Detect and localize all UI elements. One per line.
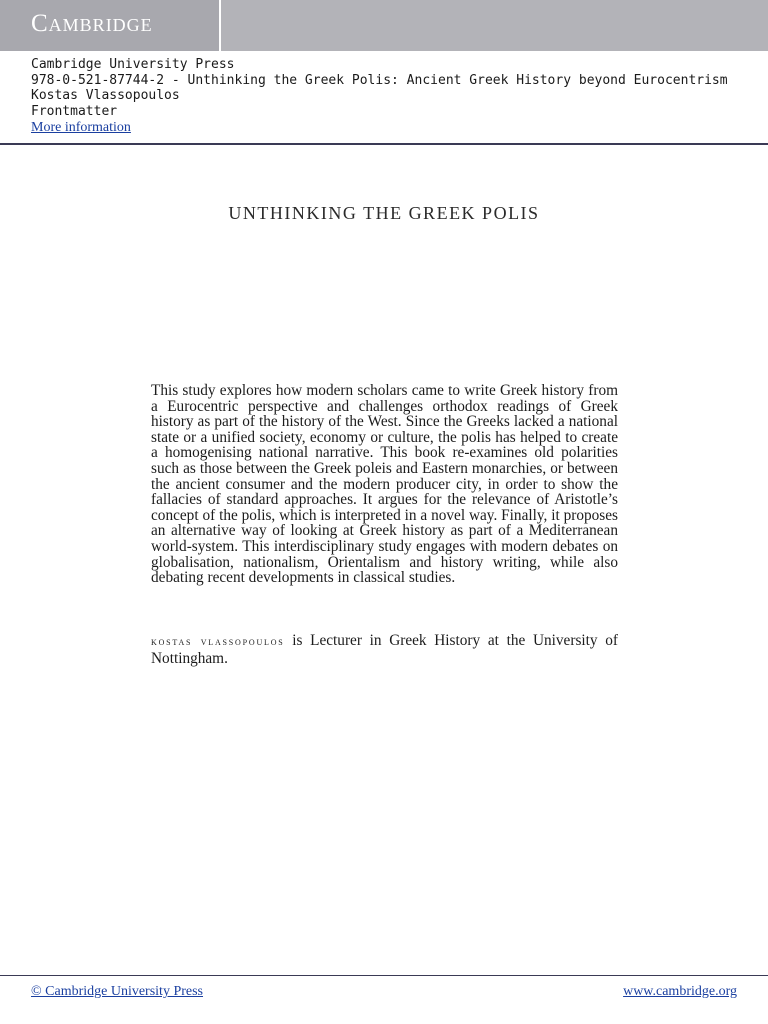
header-divider bbox=[0, 143, 768, 145]
copyright-link[interactable]: © Cambridge University Press bbox=[31, 984, 204, 999]
publisher-line: Cambridge University Press bbox=[31, 57, 235, 72]
author-bio-text: is Lecturer in Greek History at the University of Nottingham. bbox=[151, 632, 618, 667]
website-link[interactable]: www.cambridge.org bbox=[623, 984, 737, 999]
isbn-title-line: 978-0-521-87744-2 - Unthinking the Greek Polis: Ancient Greek History beyond Eurocentrism bbox=[31, 72, 728, 88]
logo-box bbox=[0, 0, 221, 51]
section-line: Frontmatter bbox=[31, 103, 118, 119]
footer-divider bbox=[0, 975, 768, 976]
author-name: kostas vlassopoulos bbox=[151, 636, 285, 648]
document-metadata bbox=[31, 57, 728, 136]
author-bio-paragraph bbox=[151, 633, 618, 666]
more-information-link[interactable]: More information bbox=[31, 120, 131, 135]
header-banner bbox=[0, 0, 768, 51]
book-title: UNTHINKING THE GREEK POLIS bbox=[228, 203, 540, 223]
cambridge-logo: Cambridge bbox=[31, 10, 153, 37]
book-description: This study explores how modern scholars came to write Greek history from a Eurocentric perspective and challenges orthodox readings of Greek history as part of the history of the West. Since the Greeks lacked a national state or a unified society, economy or culture, the polis has helped to create a homogenising national narrative. This book re-examines old polarities such as those between the Greek poleis and Eastern monarchies, or between the ancient consumer and the modern producer city, in order to show the fallacies of standard approaches. It argues for the relevance of Aristotle’s concept of the polis, which is interpreted in a novel way. Finally, it proposes an alternative way of looking at Greek history as part of a Mediterranean world-system. This interdisciplinary study engages with modern debates on globalisation, nationalism, Orientalism and history writing, while also debating recent developments in classical studies. bbox=[151, 382, 618, 587]
author-line: Kostas Vlassopoulos bbox=[31, 88, 180, 103]
